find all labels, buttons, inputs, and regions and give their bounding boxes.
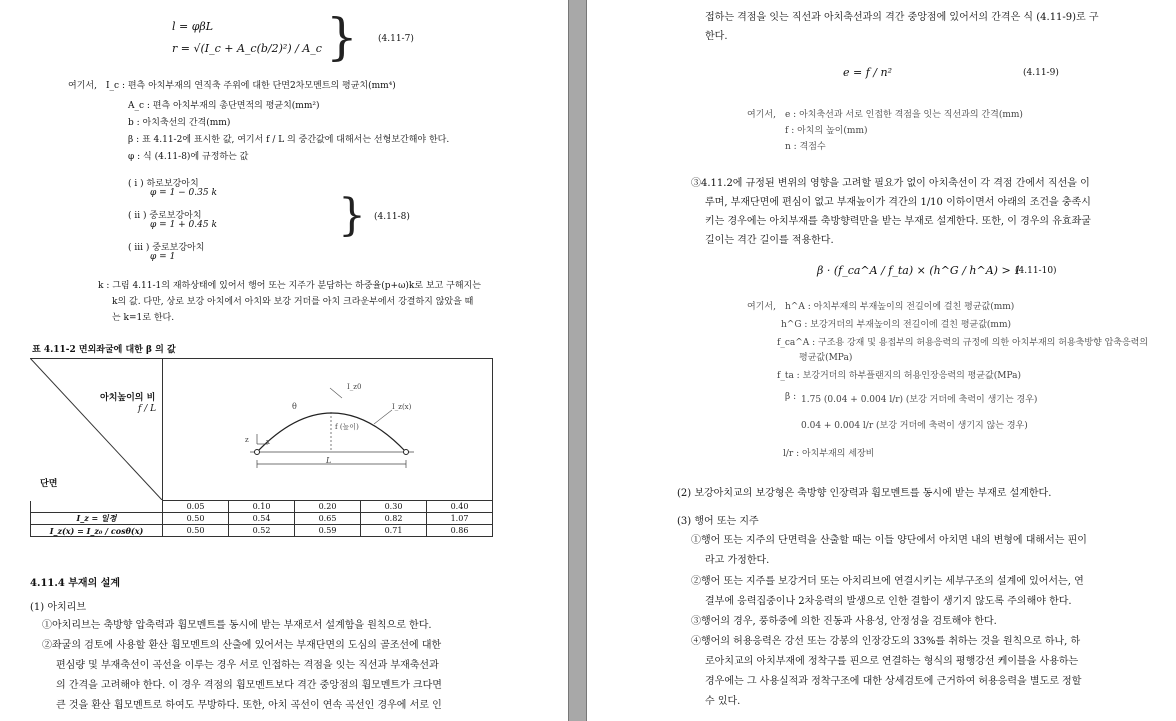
item2-line2: 결부에 응력집중이나 2차응력의 발생으로 인한 결함이 생기지 않도록 주의해야 한다. bbox=[705, 596, 1072, 607]
diagram-label-ix: I_z(x) bbox=[392, 403, 412, 411]
table-row-label: I_z = 일정 bbox=[31, 513, 163, 525]
item4-line1: ④행어의 허용응력은 강선 또는 강봉의 인장강도의 33%를 취하는 것을 원칙으로 하나, 하 bbox=[691, 636, 1081, 647]
beta-table bbox=[30, 500, 493, 537]
paragraph-2-line3: 의 간격을 고려해야 한다. 이 경우 격점의 휨모멘트보다 격간 중앙점의 휨모멘트가 크다면 bbox=[56, 680, 442, 691]
arch-diagram bbox=[224, 378, 424, 474]
table-col-header: 0.30 bbox=[361, 501, 427, 513]
para3-line3: 키는 경우에는 아치부재를 축방향력만을 받는 부재로 설계한다. 또한, 이 경우의 유효좌굴 bbox=[705, 216, 1091, 227]
table-cell: 0.59 bbox=[295, 525, 361, 537]
subsection-2: (2) 보강아치교의 보강형은 축방향 인장력과 휨모멘트를 동시에 받는 부재로 설계한다. bbox=[677, 488, 1052, 499]
item2-line1: ②행어 또는 지주를 보강거더 또는 아치리브에 연결시키는 세부구조의 설계에 있어서는, 연 bbox=[691, 576, 1084, 587]
eq7-line1: l = φβL bbox=[172, 20, 214, 33]
table-row bbox=[31, 513, 493, 525]
where-label: 여기서, bbox=[747, 110, 776, 120]
table-row bbox=[31, 525, 493, 537]
item1-line2: 라고 가정한다. bbox=[705, 555, 770, 566]
paragraph-2-line4: 큰 것을 환산 휨모멘트로 하여도 무방하다. 또한, 아치 곡선이 연속 곡선인 경우에 서로 인 bbox=[56, 700, 442, 711]
diagram-label-top: I_z0 bbox=[347, 383, 362, 391]
def-ic: I_c : 편측 아치부재의 연직축 주위에 대한 단면2차모멘트의 평균치(mm⁴) bbox=[106, 81, 396, 91]
eq8-number: (4.11-8) bbox=[374, 212, 410, 222]
paragraph-1: ①아치리브는 축방향 압축력과 휨모멘트를 동시에 받는 부재로서 설계함을 원칙으로 한다. bbox=[42, 620, 432, 631]
table-col-header: 0.10 bbox=[229, 501, 295, 513]
right-page bbox=[587, 0, 1176, 721]
beta-label: β : bbox=[785, 392, 797, 402]
eq7-line2: r = √(I_c + A_c(b/2)²) / A_c bbox=[172, 42, 322, 55]
eq10-number: (4.11-10) bbox=[1015, 266, 1057, 276]
def-hg: h^G : 보강거더의 부재높이의 전길이에 걸친 평균값(mm) bbox=[781, 320, 1012, 330]
table-cell: 0.54 bbox=[229, 513, 295, 525]
table-cell: 0.82 bbox=[361, 513, 427, 525]
beta-case2: 0.04 + 0.004 l/r (보강 거더에 축력이 생기지 않는 경우) bbox=[801, 421, 1028, 431]
def-phi: φ : 식 (4.11-8)에 규정하는 값 bbox=[128, 152, 249, 162]
table-cell: 0.71 bbox=[361, 525, 427, 537]
table-header-ratio: f / L bbox=[138, 404, 157, 414]
table-caption: 표 4.11-2 면외좌굴에 대한 β 의 값 bbox=[32, 345, 176, 355]
diagram-label-f: f (높이) bbox=[335, 423, 359, 431]
table-col-header: 0.05 bbox=[163, 501, 229, 513]
table-col-header: 0.40 bbox=[427, 501, 493, 513]
brace: } bbox=[326, 8, 358, 66]
k-line1: k : 그림 4.11-1의 재하상태에 있어서 행어 또는 지주가 분담하는 하중율(p+ω)k로 보고 구해지는 bbox=[98, 281, 481, 291]
table-header-right: 아치높이의 비 bbox=[100, 393, 156, 403]
table-col-header: 0.20 bbox=[295, 501, 361, 513]
def-beta: β : 표 4.11-2에 표시한 값, 여기서 f / L 의 중간값에 대해서는 선형보간해야 한다. bbox=[128, 135, 450, 145]
subsection-1: (1) 아치리브 bbox=[30, 602, 86, 613]
page-edge bbox=[568, 0, 569, 721]
eq10: β · (f_ca^A / f_ta) × (h^G / h^A) > 1 bbox=[817, 264, 1022, 277]
item4-line2: 로아치교의 아치부재에 정착구를 핀으로 연결하는 형식의 평행강선 케이블을 사용하는 bbox=[705, 656, 1079, 667]
item4-line4: 수 있다. bbox=[705, 696, 741, 707]
item3: ③행어의 경우, 풍하중에 의한 진동과 사용성, 안정성을 검토해야 한다. bbox=[691, 616, 997, 627]
paragraph-2-line2: 편심량 및 부재축선이 곡선을 이루는 경우 서로 인접하는 격점을 잇는 직선과 부재축선과 bbox=[56, 660, 439, 671]
def-e: e : 아치축선과 서로 인접한 격점을 잇는 직선과의 간격(mm) bbox=[785, 110, 1023, 120]
def-f: f : 아치의 높이(mm) bbox=[785, 126, 868, 136]
def-fca-line2: 평균값(MPa) bbox=[799, 353, 853, 363]
case3-eq: φ = 1 bbox=[150, 252, 176, 262]
item4-line3: 경우에는 그 사용실적과 정착구조에 대한 상세검토에 근거하여 허용응력을 별도로 정할 bbox=[705, 676, 1082, 687]
where-label: 여기서, bbox=[747, 302, 776, 312]
item1-line1: ①행어 또는 지주의 단면력을 산출할 때는 이들 양단에서 아치면 내의 변형에 대해서는 핀이 bbox=[691, 535, 1087, 546]
section-title: 4.11.4 부재의 설계 bbox=[30, 578, 121, 589]
k-line3: 는 k=1로 한다. bbox=[112, 313, 175, 323]
case2-label: ( ii ) 중로보강아치 bbox=[128, 211, 202, 221]
top-line2: 한다. bbox=[705, 31, 728, 42]
table-cell: 0.50 bbox=[163, 525, 229, 537]
left-page bbox=[0, 0, 568, 721]
table-cell: 0.65 bbox=[295, 513, 361, 525]
divider bbox=[492, 358, 493, 500]
def-ac: A_c : 편측 아치부재의 총단면적의 평균치(mm²) bbox=[128, 101, 320, 111]
table-row-label: I_z(x) = I_z₀ / cosθ(x) bbox=[31, 525, 163, 537]
diagram-label-x: x bbox=[266, 438, 270, 446]
diagram-label-z: z bbox=[245, 436, 249, 444]
def-lr: l/r : 아치부재의 세장비 bbox=[783, 449, 875, 459]
table-cell: 1.07 bbox=[427, 513, 493, 525]
where-label: 여기서, bbox=[68, 81, 97, 91]
eq9: e = f / n² bbox=[843, 66, 892, 79]
case1-label: ( i ) 하로보강아치 bbox=[128, 179, 199, 189]
def-fta: f_ta : 보강거더의 하부플랜지의 허용인장응력의 평균값(MPa) bbox=[777, 371, 1021, 381]
diagram-label-theta: θ bbox=[292, 402, 297, 411]
table-cell: 0.52 bbox=[229, 525, 295, 537]
diagram-label-L: L bbox=[326, 456, 332, 465]
table-header-left: 단면 bbox=[40, 479, 58, 489]
eq9-number: (4.11-9) bbox=[1023, 68, 1059, 78]
brace: } bbox=[338, 190, 366, 241]
def-ha: h^A : 아치부재의 부재높이의 전길이에 걸친 평균값(mm) bbox=[785, 302, 1015, 312]
def-fca-line1: f_ca^A : 구조용 강재 및 용접부의 허용응력의 규정에 의한 아치부재의 허용축방향 압축응력의 bbox=[777, 338, 1149, 348]
eq7-number: (4.11-7) bbox=[378, 34, 414, 44]
page-gutter bbox=[568, 0, 587, 721]
def-b: b : 아치축선의 간격(mm) bbox=[128, 118, 231, 128]
def-n: n : 격점수 bbox=[785, 142, 826, 152]
table-cell: 0.86 bbox=[427, 525, 493, 537]
top-line1: 접하는 격점을 잇는 직선과 아치축선과의 격간 중앙점에 있어서의 간격은 식 (4.11-9)로 구 bbox=[705, 12, 1099, 23]
case3-label: ( iii ) 중로보강아치 bbox=[128, 243, 205, 253]
para3-line1: ③4.11.2에 규정된 변위의 영향을 고려할 필요가 없이 아치축선이 각 격점 간에서 직선을 이 bbox=[691, 178, 1090, 189]
case2-eq: φ = 1 + 0.45 k bbox=[150, 220, 217, 230]
k-line2: k의 값. 다만, 상로 보강 아치에서 아치와 보강 거더를 아치 크라운부에서 강결하지 않았을 때 bbox=[112, 297, 474, 307]
case1-eq: φ = 1 − 0.35 k bbox=[150, 188, 217, 198]
beta-case1: 1.75 (0.04 + 0.004 l/r) (보강 거더에 축력이 생기는 경우) bbox=[801, 395, 1038, 405]
para3-line4: 길이는 격간 길이를 적용한다. bbox=[705, 235, 834, 246]
table-cell: 0.50 bbox=[163, 513, 229, 525]
paragraph-2-line1: ②좌굴의 검토에 사용할 환산 휨모멘트의 산출에 있어서는 부재단면의 도심의 골조선에 대한 bbox=[42, 640, 442, 651]
subsection-3: (3) 행어 또는 지주 bbox=[677, 516, 759, 527]
para3-line2: 루며, 부재단면에 편심이 없고 부재높이가 격간의 1/10 이하이면서 아래의 조건을 충족시 bbox=[705, 197, 1091, 208]
